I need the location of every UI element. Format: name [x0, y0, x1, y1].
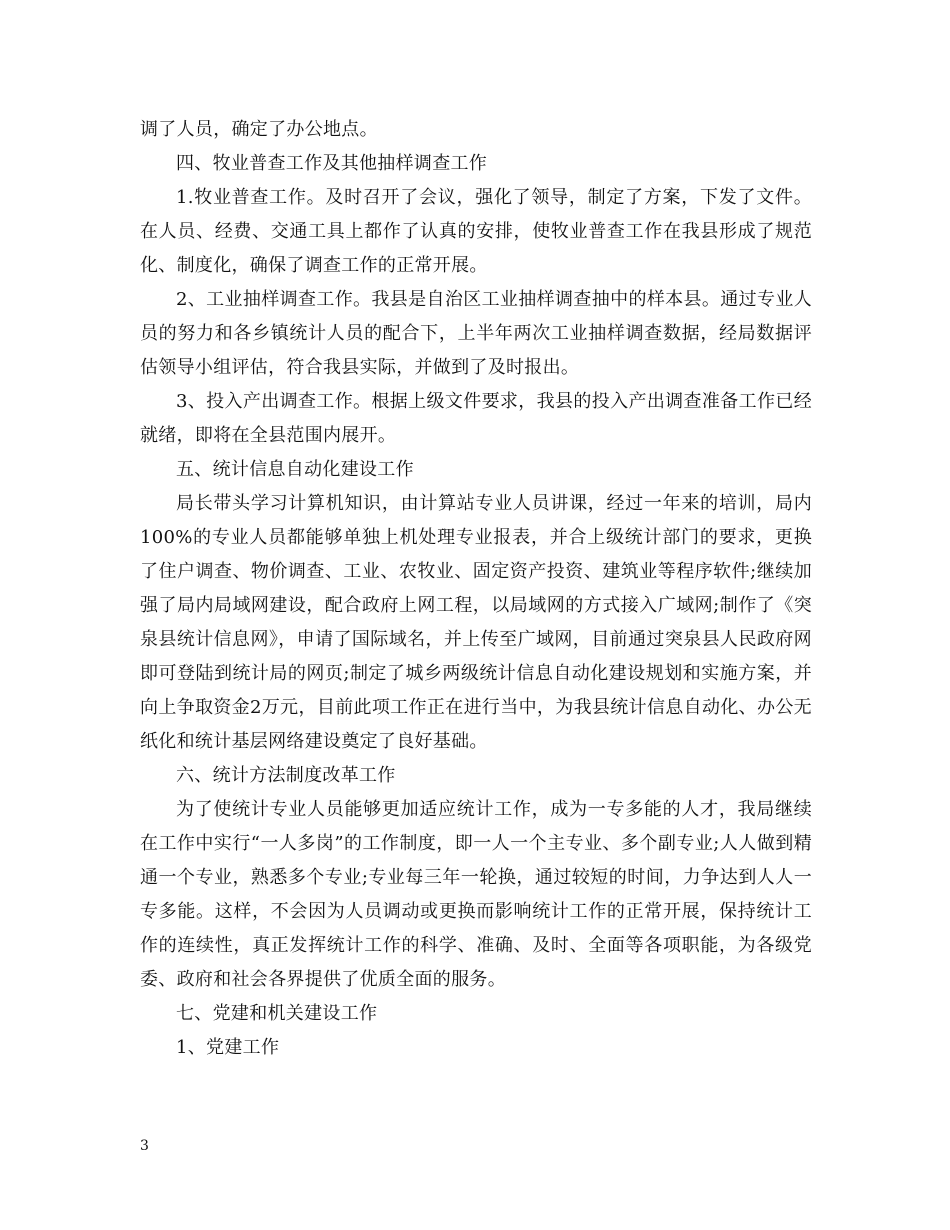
section-heading-7: 七、党建和机关建设工作	[176, 1003, 378, 1024]
paragraph-method-reform: 为了使统计专业人员能够更加适应统计工作，成为一专多能的人才，我局继续在工作中实行“一人多岗”的工作制度，即一人一个主专业、多个副专业;人人做到精通一个专业，熟悉多个专业;专业每三年一轮换，通过较短的时间，力争达到人人一专多能。这样，不会因为人员调动或更换而影响统计工作的正常开展，保持统计工作的连续性，真正发挥统计工作的科学、准确、及时、全面等各项职能，为各级党委、政府和社会各界提供了优质全面的服务。	[140, 799, 812, 990]
section-heading-6: 六、统计方法制度改革工作	[176, 765, 396, 786]
paragraph-informatization: 局长带头学习计算机知识，由计算站专业人员讲课，经过一年来的培训，局内100%的专业人员都能够单独上机处理专业报表，并合上级统计部门的要求，更换了住户调查、物价调查、工业、农牧业、固定资产投资、建筑业等程序软件;继续加强了局内局域网建设，配合政府上网工程，以局域网的方式接入广域网;制作了《突泉县统计信息网》，申请了国际域名，并上传至广域网，目前通过突泉县人民政府网即可登陆到统计局的网页;制定了城乡两级统计信息自动化建设规划和实施方案，并向上争取资金2万元，目前此项工作正在进行当中，为我县统计信息自动化、办公无纸化和统计基层网络建设奠定了良好基础。	[140, 493, 812, 752]
paragraph-industrial-sampling: 2、工业抽样调查工作。我县是自治区工业抽样调查抽中的样本县。通过专业人员的努力和各乡镇统计人员的配合下，上半年两次工业抽样调查数据，经局数据评估领导小组评估，符合我县实际，并做到了及时报出。	[140, 289, 812, 378]
paragraph-pastoral-census: 1.牧业普查工作。及时召开了会议，强化了领导，制定了方案，下发了文件。在人员、经费、交通工具上都作了认真的安排，使牧业普查工作在我县形成了规范化、制度化，确保了调查工作的正常开展。	[140, 187, 812, 276]
paragraph-input-output-survey: 3、投入产出调查工作。根据上级文件要求，我县的投入产出调查准备工作已经就绪，即将在全县范围内展开。	[140, 391, 812, 446]
subsection-heading-party-building: 1、党建工作	[176, 1037, 280, 1058]
page-number: 3	[140, 1138, 149, 1154]
paragraph-continuation: 调了人员，确定了办公地点。	[140, 119, 378, 140]
section-heading-4: 四、牧业普查工作及其他抽样调查工作	[176, 153, 488, 174]
document-body	[140, 113, 812, 1065]
section-heading-5: 五、统计信息自动化建设工作	[176, 459, 414, 480]
